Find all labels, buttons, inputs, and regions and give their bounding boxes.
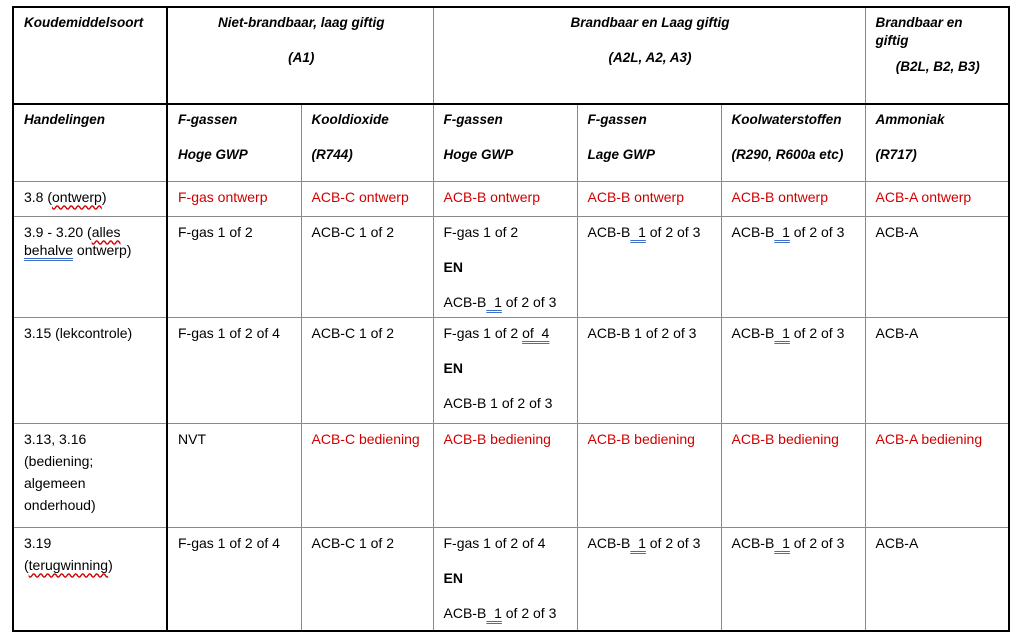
cell-text-part: 1 [774,534,790,551]
table-cell: ACB-B ontwerp [577,181,721,216]
row-label-3-8 [13,181,167,216]
table-cell [721,527,865,631]
row-label-3-19 [13,527,167,631]
table-cell: ACB-C ontwerp [301,181,433,216]
table-cell: ACB-A ontwerp [865,181,1009,216]
header-group-a2 [433,7,865,104]
row-label-text: alles [91,223,121,240]
table-cell [577,216,721,317]
subheader-line2: (R717) [875,147,917,162]
subheader-line2: Hoge GWP [178,147,248,162]
subheader-line1: Kooldioxide [311,112,389,127]
cell-text-part: of 2 of 3 [501,293,557,310]
table-row [13,216,1009,317]
table-row [13,423,1009,527]
cell-en-label: EN [443,359,463,376]
table-cell: ACB-A [865,216,1009,317]
table-cell: ACB-C bediening [301,423,433,527]
cell-text-part: of 2 of 3 [645,534,701,551]
table-cell: ACB-B bediening [577,423,721,527]
cell-text-part: ACB-B [587,223,631,240]
row-label-text: (bediening; [24,452,94,469]
cell-text-part: of 2 of 3 [789,223,845,240]
table-cell: F-gas 1 of 2 [167,216,301,317]
cell-text-part: 1 [630,223,646,240]
row-label-text: 3.13, 3.16 [24,430,87,447]
table-cell [721,317,865,423]
group-b-code: (B2L, B2, B3) [895,59,980,74]
cell-text-part: of 2 of 3 [789,324,845,341]
cell-text-part: F-gas 1 of 2 [443,324,523,341]
table-cell: F-gas ontwerp [167,181,301,216]
cell-text-part: of 2 of 3 [645,223,701,240]
table-cell: ACB-B 1 of 2 of 3 [577,317,721,423]
row-label-text: 3.9 - 3.20 ( [24,223,92,240]
subheader-line2: (R744) [311,147,353,162]
subheader-actions [13,104,167,181]
header-refrigerant-type [13,7,167,104]
cell-text: F-gas 1 of 2 of 4 [443,534,546,551]
table-cell: ACB-C 1 of 2 [301,216,433,317]
cell-text-part: 1 [774,223,790,240]
subheader-line2: (R290, R600a etc) [731,147,844,162]
table-cell [577,527,721,631]
table-cell: ACB-A [865,317,1009,423]
table-cell: ACB-A bediening [865,423,1009,527]
row-label-text: 3.8 ( [24,188,53,205]
row-label-text: onderhoud) [24,496,96,513]
row-label-3-9-3-20 [13,216,167,317]
cell-text [444,325,550,341]
cell-text-part: ACB-B [731,324,775,341]
cell-text-part: ACB-B [443,604,487,621]
table-cell: ACB-B ontwerp [433,181,577,216]
subheader-col-hydrocarbons [721,104,865,181]
header-refrigerant-type-label: Koudemiddelsoort [24,15,144,30]
header-group-a1 [167,7,433,104]
cell-text-part: 1 [774,324,790,341]
table-cell: ACB-C 1 of 2 [301,317,433,423]
group-a2-code: (A2L, A2, A3) [608,50,692,65]
row-label-text: 3.19 [24,534,52,551]
table-cell: ACB-B bediening [721,423,865,527]
cell-text-part: of 2 of 3 [789,534,845,551]
cell-text-part: 1 [486,604,502,621]
table-cell: ACB-A [865,527,1009,631]
group-b-title-line1: Brandbaar en [875,15,963,30]
cell-text: F-gas 1 of 2 [443,223,519,240]
cell-text-part: ACB-B [731,223,775,240]
row-label-3-15: 3.15 (lekcontrole) [13,317,167,423]
table-row [13,527,1009,631]
cell-text-part: 1 [486,293,502,310]
refrigerant-table [12,6,1010,632]
table-cell: ACB-C 1 of 2 [301,527,433,631]
cell-text: ACB-B 1 of 2 of 3 [443,394,553,411]
table-cell [433,527,577,631]
row-label-text-part: ( [24,556,29,573]
group-a1-title: Niet-brandbaar, laag giftig [217,15,385,30]
subheader-line1: F-gassen [587,112,647,127]
table-cell [433,317,577,423]
header-row [13,7,1009,104]
subheader-line2: Lage GWP [587,147,656,162]
row-label-text-part: terugwinning [28,556,109,573]
subheader-line1: Ammoniak [875,112,945,127]
cell-en-label: EN [443,569,463,586]
subheader-line1: F-gassen [178,112,238,127]
subheader-line1: F-gassen [443,112,503,127]
table-cell: NVT [167,423,301,527]
subheader-col-fgas-high-a2 [433,104,577,181]
table-row [13,181,1009,216]
row-label-text: ontwerp) [73,241,132,258]
cell-text-part: of 4 [522,324,550,341]
subheader-row [13,104,1009,181]
subheader-line2: Hoge GWP [443,147,514,162]
cell-text-part: 1 [630,534,646,551]
subheader-col-fgas-high-a1 [167,104,301,181]
row-label-text [24,556,158,574]
row-label-text: algemeen [24,474,86,491]
subheader-actions-label: Handelingen [24,112,106,127]
cell-text-part: ACB-B [731,534,775,551]
cell-text [444,293,569,311]
table-cell: ACB-B ontwerp [721,181,865,216]
cell-text [444,604,569,622]
group-b-title-line2: giftig [875,33,909,48]
table-cell: F-gas 1 of 2 of 4 [167,317,301,423]
row-label-text: ) [101,188,107,205]
cell-text-part: ACB-B [587,534,631,551]
subheader-col-co2 [301,104,433,181]
cell-text-part: of 2 of 3 [501,604,557,621]
group-a1-code: (A1) [288,50,315,65]
row-label-3-13-3-16 [13,423,167,527]
table-cell: F-gas 1 of 2 of 4 [167,527,301,631]
cell-text-part: ACB-B [443,293,487,310]
row-label-text: ontwerp [52,188,102,205]
table-cell [433,216,577,317]
table-cell [721,216,865,317]
group-a2-title: Brandbaar en Laag giftig [570,15,730,30]
header-group-b [865,7,1009,104]
subheader-col-ammonia [865,104,1009,181]
subheader-line1: Koolwaterstoffen [731,112,842,127]
subheader-col-fgas-low [577,104,721,181]
cell-en-label: EN [443,258,463,275]
table-row [13,317,1009,423]
row-label-text: behalve [24,241,74,258]
row-label-text-part: ) [108,556,113,573]
table-cell: ACB-B bediening [433,423,577,527]
